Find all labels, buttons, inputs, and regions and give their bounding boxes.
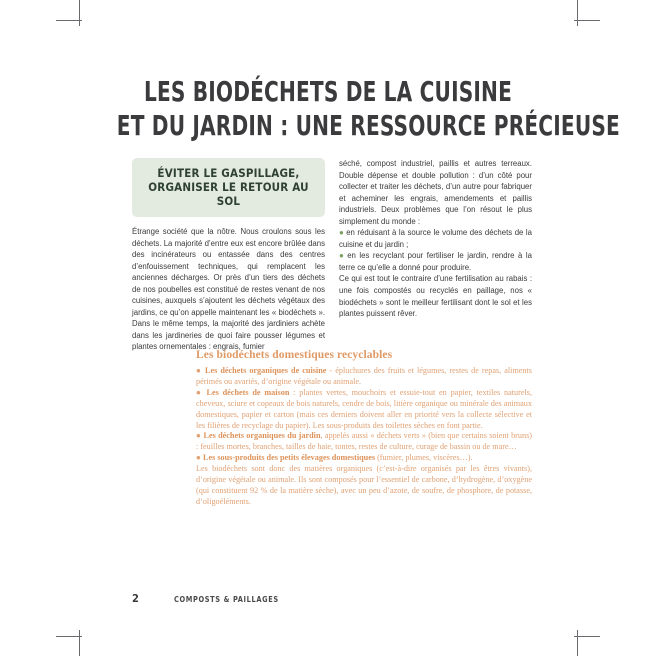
- recyclable-heading: Les biodéchets domestiques recyclables: [196, 349, 393, 361]
- crop-mark-top-left-vertical: [79, 0, 80, 26]
- intro-right-paragraph-2: Ce qui est tout le contraire d’une fertilisation au rabais : une fois compostés ou recyclés en paillage, nos « biodéchets » sont le meilleur fertilisant dont le sol et les plantes puissent rêver.: [339, 274, 532, 319]
- crop-mark-bottom-right-horizontal: [574, 636, 600, 637]
- recyclable-body: [196, 366, 532, 508]
- page-footer: [132, 592, 532, 605]
- crop-mark-bottom-left-horizontal: [56, 636, 82, 637]
- page-title-line-1: LES BIODÉCHETS DE LA CUISINE: [143, 74, 513, 108]
- recyclable-closing-paragraph: Les biodéchets sont donc des matières organiques (c’est-à-dire organisés par les êtres vivants), d’origine végétale ou animale. Ils sont composés pour l’essentiel de carbone, d’hydrogène, d’oxygène (qui constituent 92 % de la matière sèche), avec un peu d’azote, de soufre, de phosphore, de potasse, d’oligoéléments.: [196, 464, 532, 506]
- crop-mark-bottom-left-vertical: [79, 630, 80, 656]
- recyclable-item-lead: Les déchets organiques du jardin: [203, 431, 321, 441]
- intro-left-paragraph: Étrange société que la nôtre. Nous croulons sous les déchets. La majorité d’entre eux est encore brûlée dans des incinérateurs ou entassée dans des centres d’enfouissement techniques, qui remplacent les anciennes décharges. Or près d’un tiers des déchets de nos poubelles est constitué de restes venant de nos cuisines, auxquels s’ajoutent les déchets végétaux des jardins, ce qu’on appelle maintenant les « biodéchets ». Dans le même temps, la majorité des jardiniers achète dans les jardineries de quoi faire pousser légumes et plantes ornementales : engrais, fumier: [132, 227, 325, 352]
- intro-column-left: [132, 158, 325, 353]
- crop-mark-top-right-vertical: [577, 0, 578, 26]
- recyclable-item-lead: Les sous-produits des petits élevages domestiques: [203, 453, 376, 463]
- intro-columns: [132, 158, 532, 353]
- intro-column-right: [339, 158, 532, 353]
- intro-right-body: [339, 158, 532, 320]
- intro-bullet-2: [339, 250, 532, 273]
- intro-bullet-1: [339, 227, 532, 250]
- page-number: 2: [132, 592, 139, 605]
- page-title-line-2: ET DU JARDIN : UNE RESSOURCE PRÉCIEUSE: [116, 108, 620, 142]
- crop-mark-bottom-right-vertical: [577, 630, 578, 656]
- running-head: COMPOSTS & PAILLAGES: [174, 594, 279, 604]
- intro-right-paragraph-1: séché, compost industriel, paillis et autres terreaux. Double dépense et double pollution : d’un côté pour collecter et traiter les déchets, d’un autre pour fabriquer et acheminer les engrais, amendements et paillis industriels. Deux problèmes que l’on résout le plus simplement du monde :: [339, 159, 532, 226]
- recyclable-item-rest: - épluchures des fruits et légumes, restes de repas, aliments périmés ou avariés, d’origine végétale ou animale.: [196, 366, 532, 386]
- green-bullet-icon: ●: [339, 228, 345, 238]
- green-bullet-icon: ●: [339, 251, 346, 261]
- section-kicker-line-2: ORGANISER LE RETOUR AU SOL: [148, 180, 309, 208]
- recyclable-item: [196, 388, 532, 432]
- orange-bullet-icon: ●: [196, 387, 203, 397]
- page-title: [116, 74, 620, 143]
- section-kicker: [132, 158, 325, 217]
- recyclable-item-rest: , appelés aussi « déchets verts » (bien que certains soient bruns) : feuilles mortes, branches, tailles de haie, tontes, restes de culture, curage de bassin ou de mare…: [196, 431, 532, 452]
- crop-mark-top-right-horizontal: [574, 20, 600, 21]
- recyclable-biowaste-block: [196, 348, 532, 508]
- recyclable-item-rest: : plantes vertes, mouchoirs et essuie-tout en papier, textiles naturels, cheveux, sciure et copeaux de bois naturels, cendre de bois, litière organique ou minérale des animaux domestiques, papier et carton (mais ces derniers doivent aller en priorité vers la collecte sélective et les filières de recyclage du papier). Les sous-produits des toilettes sèches en font partie.: [196, 387, 532, 430]
- crop-mark-top-left-horizontal: [56, 20, 82, 21]
- intro-bullet-1-text: en réduisant à la source le volume des déchets de la cuisine et du jardin ;: [339, 228, 532, 249]
- orange-bullet-icon: ●: [196, 366, 202, 375]
- intro-bullet-2-text: en les recyclant pour fertiliser le jardin, rendre à la terre ce qu’elle a donné pour produire.: [339, 251, 532, 272]
- recyclable-item: [196, 453, 532, 464]
- orange-bullet-icon: ●: [196, 453, 201, 463]
- recyclable-item-lead: Les déchets organiques de cuisine: [205, 366, 327, 375]
- recyclable-item: [196, 431, 532, 453]
- intro-left-body: [132, 226, 325, 353]
- section-kicker-line-1: ÉVITER LE GASPILLAGE,: [157, 166, 300, 180]
- recyclable-item-lead: Les déchets de maison: [206, 387, 290, 397]
- orange-bullet-icon: ●: [196, 431, 202, 441]
- recyclable-item-rest: (fumier, plumes, viscères…).: [375, 453, 473, 463]
- recyclable-item: [196, 366, 532, 388]
